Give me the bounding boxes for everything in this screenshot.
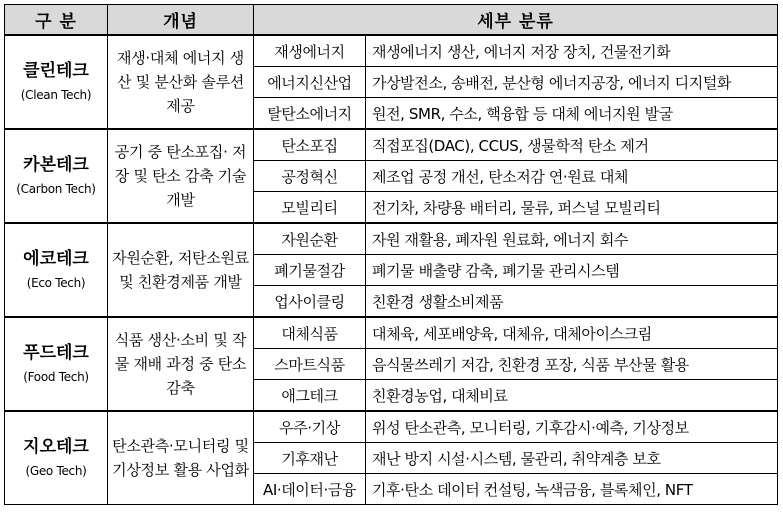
subcategory-cell: 재생에너지 <box>254 35 366 67</box>
detail-cell: 친환경 생활소비제품 <box>366 286 778 318</box>
detail-cell: 음식물쓰레기 저감, 친환경 포장, 식품 부산물 활용 <box>366 349 778 380</box>
category-name-kr: 지오테크 <box>23 436 89 457</box>
subcategory-cell: 에너지신산업 <box>254 67 366 98</box>
category-cell <box>5 411 108 505</box>
table-row <box>5 129 778 161</box>
detail-cell: 재난 방지 시설·시스템, 물관리, 취약계층 보호 <box>366 443 778 474</box>
concept-cell: 식품 생산·소비 및 작물 재배 과정 중 탄소감축 <box>108 317 254 411</box>
category-cell <box>5 35 108 129</box>
concept-cell: 자원순환, 저탄소원료 및 친환경제품 개발 <box>108 223 254 317</box>
header-detail: 세부 분류 <box>254 5 778 36</box>
category-cell <box>5 129 108 223</box>
detail-cell: 원전, SMR, 수소, 핵융합 등 대체 에너지원 발굴 <box>366 98 778 130</box>
concept-cell: 재생·대체 에너지 생산 및 분산화 솔루션 제공 <box>108 35 254 129</box>
category-name-en: (Clean Tech) <box>20 88 92 103</box>
category-name-en: (Eco Tech) <box>26 276 86 291</box>
concept-cell: 탄소관측·모니터링 및 기상정보 활용 사업화 <box>108 411 254 505</box>
concept-cell: 공기 중 탄소포집· 저장 및 탄소 감축 기술 개발 <box>108 129 254 223</box>
table-row <box>5 223 778 255</box>
category-name-en: (Geo Tech) <box>25 464 87 479</box>
detail-cell: 직접포집(DAC), CCUS, 생물학적 탄소 제거 <box>366 129 778 161</box>
subcategory-cell: 공정혁신 <box>254 161 366 192</box>
subcategory-cell: 업사이클링 <box>254 286 366 318</box>
detail-cell: 폐기물 배출량 감축, 폐기물 관리시스템 <box>366 255 778 286</box>
detail-cell: 자원 재활용, 폐자원 원료화, 에너지 회수 <box>366 223 778 255</box>
detail-cell: 위성 탄소관측, 모니터링, 기후감시·예측, 기상정보 <box>366 411 778 443</box>
subcategory-cell: 애그테크 <box>254 380 366 412</box>
detail-cell: 친환경농업, 대체비료 <box>366 380 778 412</box>
subcategory-cell: 탄소포집 <box>254 129 366 161</box>
header-row <box>5 5 778 36</box>
header-category: 구 분 <box>5 5 108 36</box>
climate-tech-classification-table <box>4 4 778 505</box>
subcategory-cell: 모빌리티 <box>254 192 366 224</box>
detail-cell: 가상발전소, 송배전, 분산형 에너지공장, 에너지 디지털화 <box>366 67 778 98</box>
subcategory-cell: 자원순환 <box>254 223 366 255</box>
category-name-kr: 카본테크 <box>23 154 89 175</box>
category-name-en: (Carbon Tech) <box>16 182 96 197</box>
table-row <box>5 317 778 349</box>
category-name-kr: 클린테크 <box>23 60 89 81</box>
detail-cell: 전기차, 차량용 배터리, 물류, 퍼스널 모빌리티 <box>366 192 778 224</box>
subcategory-cell: AI·데이터·금융 <box>254 474 366 505</box>
category-name-kr: 에코테크 <box>23 248 89 269</box>
table-row <box>5 35 778 67</box>
category-cell <box>5 223 108 317</box>
header-concept: 개념 <box>108 5 254 36</box>
detail-cell: 제조업 공정 개선, 탄소저감 연·원료 대체 <box>366 161 778 192</box>
subcategory-cell: 스마트식품 <box>254 349 366 380</box>
detail-cell: 기후·탄소 데이터 컨설팅, 녹색금융, 블록체인, NFT <box>366 474 778 505</box>
subcategory-cell: 우주·기상 <box>254 411 366 443</box>
subcategory-cell: 폐기물절감 <box>254 255 366 286</box>
category-name-en: (Food Tech) <box>23 370 89 385</box>
subcategory-cell: 탈탄소에너지 <box>254 98 366 130</box>
table-row <box>5 411 778 443</box>
detail-cell: 재생에너지 생산, 에너지 저장 장치, 건물전기화 <box>366 35 778 67</box>
subcategory-cell: 대체식품 <box>254 317 366 349</box>
category-cell <box>5 317 108 411</box>
detail-cell: 대체육, 세포배양육, 대체유, 대체아이스크림 <box>366 317 778 349</box>
subcategory-cell: 기후재난 <box>254 443 366 474</box>
category-name-kr: 푸드테크 <box>23 342 89 363</box>
